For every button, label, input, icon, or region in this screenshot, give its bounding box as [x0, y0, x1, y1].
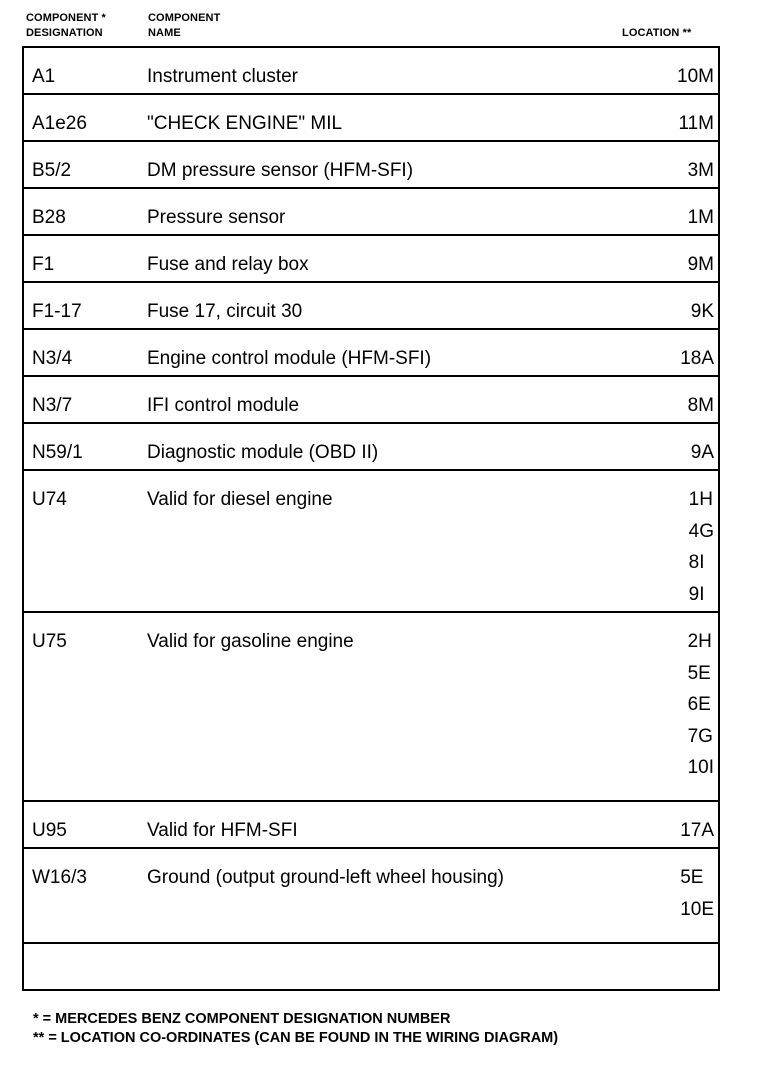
component-name: IFI control module	[147, 395, 300, 416]
component-name: DM pressure sensor (HFM-SFI)	[147, 160, 414, 181]
component-designation: N3/4	[32, 348, 73, 369]
table-row	[24, 613, 718, 802]
component-name: Instrument cluster	[147, 66, 298, 87]
component-name: Engine control module (HFM-SFI)	[147, 348, 432, 369]
header-designation-line2: DESIGNATION	[26, 27, 103, 39]
footnote-location: ** = LOCATION CO-ORDINATES (CAN BE FOUND IN THE WIRING DIAGRAM)	[33, 1030, 559, 1046]
location-coordinate: 8M	[687, 395, 714, 416]
table-row	[24, 377, 718, 424]
table-row	[24, 849, 718, 944]
location-coordinate: 17A	[680, 820, 714, 841]
table-row	[24, 283, 718, 330]
location-coordinate: 4G	[688, 520, 714, 542]
location-coordinate: 7G	[687, 725, 713, 747]
component-designation: B28	[32, 207, 66, 228]
location-coordinate: 10E	[680, 898, 714, 920]
table-row	[24, 95, 718, 142]
table-row	[24, 802, 718, 849]
header-name-line1: COMPONENT	[148, 12, 221, 24]
table-row	[24, 48, 718, 95]
component-location	[691, 296, 714, 328]
location-coordinate: 11M	[678, 113, 714, 134]
component-name: Valid for gasoline engine	[147, 631, 354, 652]
location-coordinate: 1H	[688, 489, 713, 510]
location-coordinate: 3M	[687, 160, 714, 181]
component-designation: F1-17	[32, 301, 82, 322]
component-designation: N3/7	[32, 395, 73, 416]
header-name-line2: NAME	[148, 27, 181, 39]
component-designation: B5/2	[32, 160, 72, 181]
component-designation: U95	[32, 820, 67, 841]
location-coordinate: 1M	[687, 207, 714, 228]
location-coordinate: 9I	[688, 583, 705, 605]
header-location-label: LOCATION **	[622, 27, 692, 39]
footnotes	[33, 1010, 558, 1048]
component-table	[22, 46, 720, 991]
table-row	[24, 944, 718, 989]
component-designation: U75	[32, 631, 67, 652]
component-name: Ground (output ground-left wheel housing)	[147, 867, 505, 888]
location-coordinate: 8I	[688, 552, 705, 573]
component-location	[688, 390, 714, 422]
component-location	[680, 343, 714, 375]
component-location	[688, 202, 714, 234]
component-designation: N59/1	[32, 442, 83, 463]
component-location	[677, 61, 714, 93]
component-designation: U74	[32, 489, 67, 510]
table-row	[24, 424, 718, 471]
component-location	[688, 626, 714, 784]
component-location	[680, 815, 714, 847]
location-coordinate: 2H	[687, 631, 712, 652]
component-name: Diagnostic module (OBD II)	[147, 442, 379, 463]
table-row	[24, 236, 718, 283]
component-location	[678, 108, 714, 140]
component-designation: A1e26	[32, 113, 87, 134]
location-coordinate: 18A	[680, 348, 714, 369]
location-coordinate: 5E	[680, 867, 704, 888]
component-designation: F1	[32, 254, 55, 275]
component-name: Pressure sensor	[147, 207, 286, 228]
component-name: Valid for diesel engine	[147, 489, 333, 510]
location-coordinate: 5E	[687, 662, 711, 684]
table-row	[24, 471, 718, 613]
component-location	[691, 437, 714, 469]
component-location	[688, 249, 714, 281]
component-designation: A1	[32, 66, 56, 87]
component-name: "CHECK ENGINE" MIL	[147, 113, 343, 134]
component-name: Valid for HFM-SFI	[147, 820, 298, 841]
location-coordinate: 9K	[690, 301, 714, 322]
location-coordinate: 9M	[687, 254, 714, 275]
header-name	[148, 11, 220, 41]
table-row	[24, 142, 718, 189]
component-designation: W16/3	[32, 867, 87, 888]
location-coordinate: 9A	[690, 442, 714, 463]
header-designation	[26, 11, 106, 41]
header-location	[622, 26, 691, 41]
table-row	[24, 189, 718, 236]
location-coordinate: 6E	[687, 694, 711, 715]
component-name: Fuse 17, circuit 30	[147, 301, 303, 322]
location-coordinate: 10M	[677, 66, 714, 87]
component-name: Fuse and relay box	[147, 254, 309, 275]
component-location	[688, 155, 714, 187]
location-coordinate: 10I	[687, 757, 714, 778]
component-location	[680, 862, 714, 925]
footnote-designation: * = MERCEDES BENZ COMPONENT DESIGNATION NUMBER	[33, 1011, 451, 1027]
table-row	[24, 330, 718, 377]
component-location	[689, 484, 714, 610]
header-designation-line1: COMPONENT *	[26, 12, 106, 24]
